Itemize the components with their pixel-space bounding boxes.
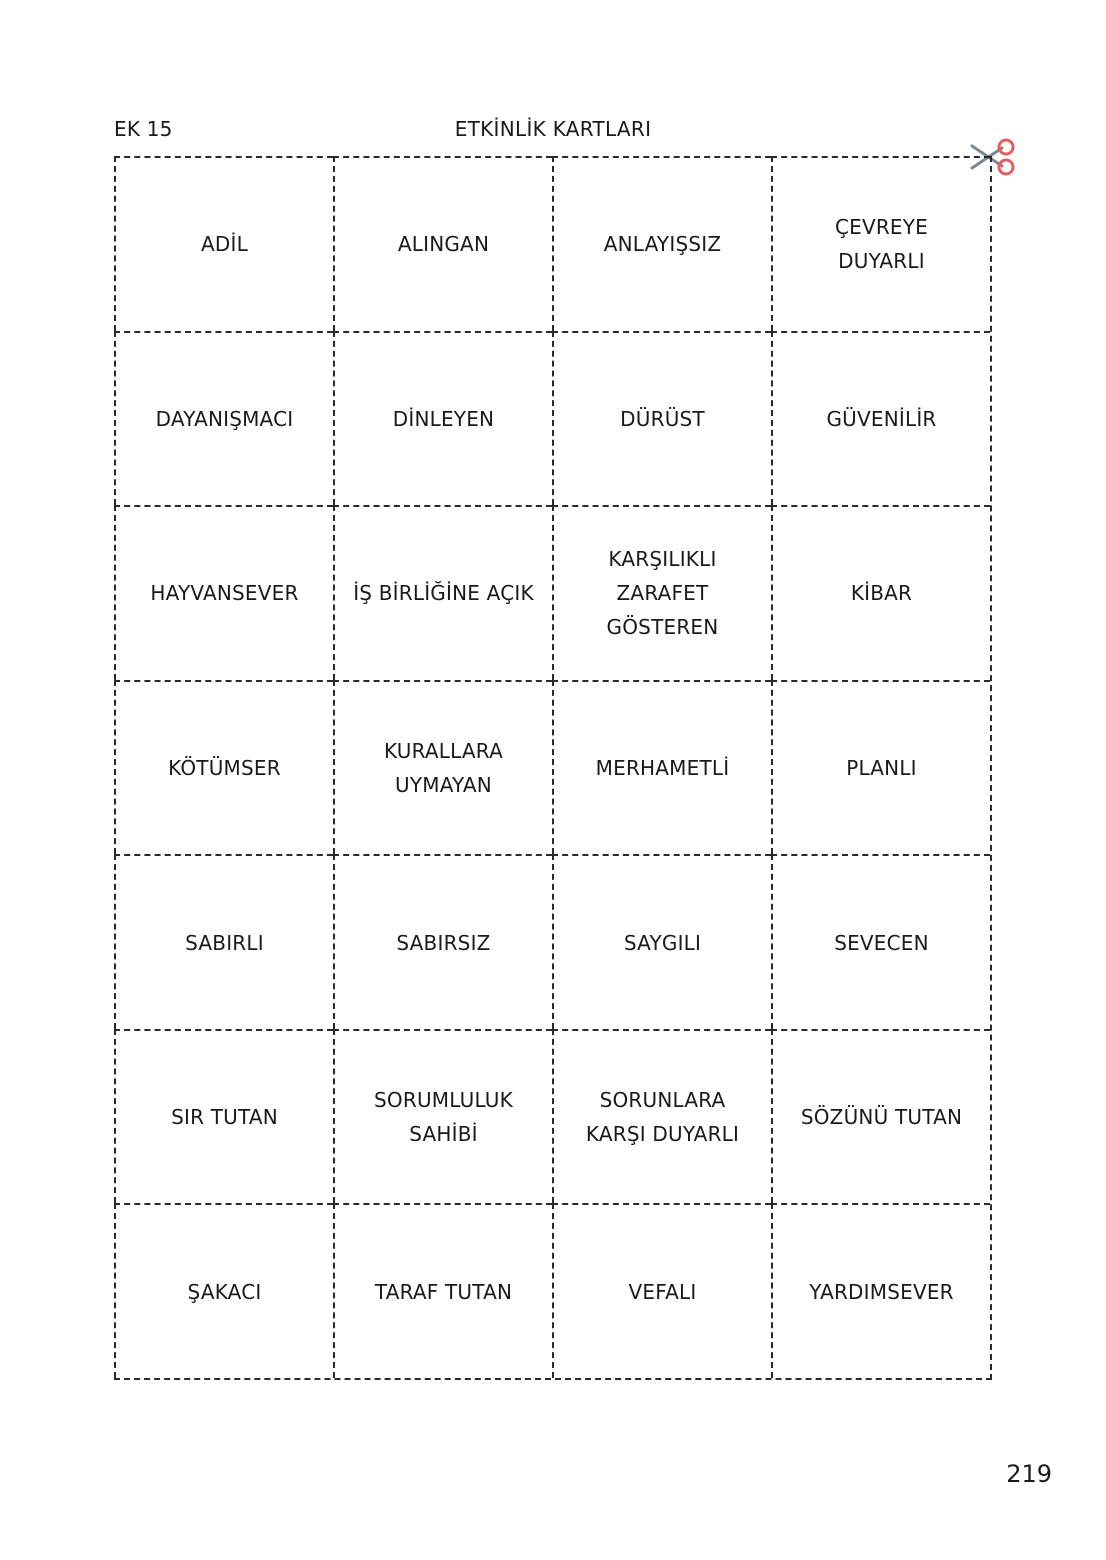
activity-card <box>114 331 333 506</box>
activity-card <box>552 854 771 1029</box>
activity-card <box>114 1203 333 1378</box>
card-label: ÇEVREYE DUYARLI <box>834 215 929 274</box>
activity-card <box>333 1029 552 1204</box>
activity-card <box>771 680 990 855</box>
card-label: İŞ BİRLİĞİNE AÇIK <box>353 581 534 606</box>
card-label: SÖZÜNÜ TUTAN <box>800 1105 963 1130</box>
activity-card <box>114 680 333 855</box>
card-label: SAYGILI <box>623 930 702 955</box>
card-label: KİBAR <box>850 581 913 606</box>
activity-card <box>552 1203 771 1378</box>
activity-card <box>333 854 552 1029</box>
card-label: DÜRÜST <box>620 406 705 431</box>
page-title: ETKİNLİK KARTLARI <box>454 117 652 141</box>
card-label: DAYANIŞMACI <box>155 406 294 431</box>
activity-card <box>333 1203 552 1378</box>
card-label: MERHAMETLİ <box>595 755 730 780</box>
card-label: TARAF TUTAN <box>374 1279 513 1304</box>
card-label: SORUNLARA KARŞI DUYARLI <box>585 1088 740 1147</box>
card-label: SIR TUTAN <box>171 1105 278 1130</box>
card-label: DİNLEYEN <box>392 406 495 431</box>
page-number: 219 <box>1006 1460 1052 1488</box>
activity-card <box>771 854 990 1029</box>
card-label: KURALLARA UYMAYAN <box>384 738 503 797</box>
activity-card <box>333 156 552 331</box>
card-label: SEVECEN <box>834 930 929 955</box>
card-label: YARDIMSEVER <box>809 1279 954 1304</box>
activity-card <box>114 505 333 680</box>
card-label: SABIRLI <box>185 930 264 955</box>
card-label: ALINGAN <box>397 232 490 257</box>
activity-cards-grid <box>114 156 992 1380</box>
activity-card <box>552 680 771 855</box>
card-label: SORUMLULUK SAHİBİ <box>374 1088 513 1147</box>
card-label: SABIRSIZ <box>396 930 491 955</box>
card-label: PLANLI <box>846 755 917 780</box>
card-label: HAYVANSEVER <box>150 581 299 606</box>
card-label: KÖTÜMSER <box>168 755 281 780</box>
activity-card <box>552 1029 771 1204</box>
activity-card <box>333 505 552 680</box>
activity-card <box>771 331 990 506</box>
card-label: ADİL <box>201 232 248 257</box>
activity-card <box>552 156 771 331</box>
activity-card <box>333 331 552 506</box>
card-label: ANLAYIŞSIZ <box>603 232 722 257</box>
activity-card <box>771 505 990 680</box>
activity-card <box>552 505 771 680</box>
activity-card <box>333 680 552 855</box>
activity-card <box>771 1029 990 1204</box>
section-label: EK 15 <box>114 117 173 141</box>
activity-card <box>771 1203 990 1378</box>
card-label: ŞAKACI <box>187 1279 262 1304</box>
activity-card <box>114 854 333 1029</box>
card-label: GÜVENİLİR <box>826 406 937 431</box>
activity-card <box>114 156 333 331</box>
activity-card <box>114 1029 333 1204</box>
card-label: KARŞILIKLI ZARAFET GÖSTEREN <box>606 547 719 640</box>
activity-card <box>771 156 990 331</box>
activity-card <box>552 331 771 506</box>
card-label: VEFALI <box>628 1279 697 1304</box>
